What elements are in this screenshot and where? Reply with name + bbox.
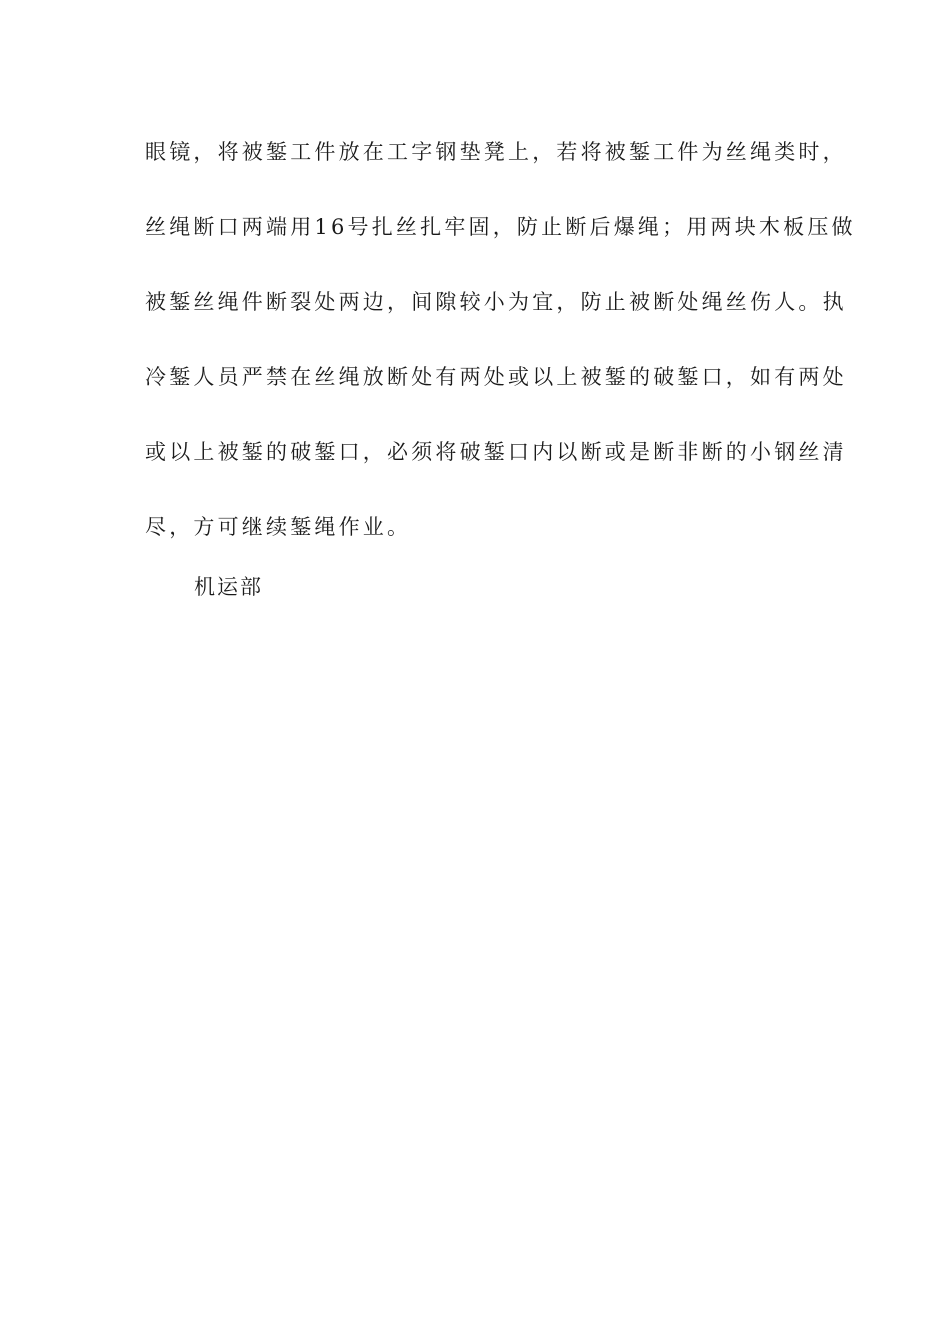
body-text-line: 或以上被錾的破錾口，必须将破錾口内以断或是断非断的小钢丝清: [145, 440, 847, 464]
body-text-line: 眼镜，将被錾工件放在工字钢垫凳上，若将被錾工件为丝绳类时，: [145, 140, 847, 164]
body-text-line: 丝绳断口两端用16号扎丝扎牢固，防止断后爆绳；用两块木板压做: [145, 215, 856, 239]
body-text-line: 被錾丝绳件断裂处两边，间隙较小为宜，防止被断处绳丝伤人。执: [145, 290, 847, 314]
department-signature: 机运部: [194, 575, 263, 599]
body-text-line: 冷錾人员严禁在丝绳放断处有两处或以上被錾的破錾口，如有两处: [145, 365, 847, 389]
body-text-line: 尽，方可继续錾绳作业。: [145, 515, 412, 539]
